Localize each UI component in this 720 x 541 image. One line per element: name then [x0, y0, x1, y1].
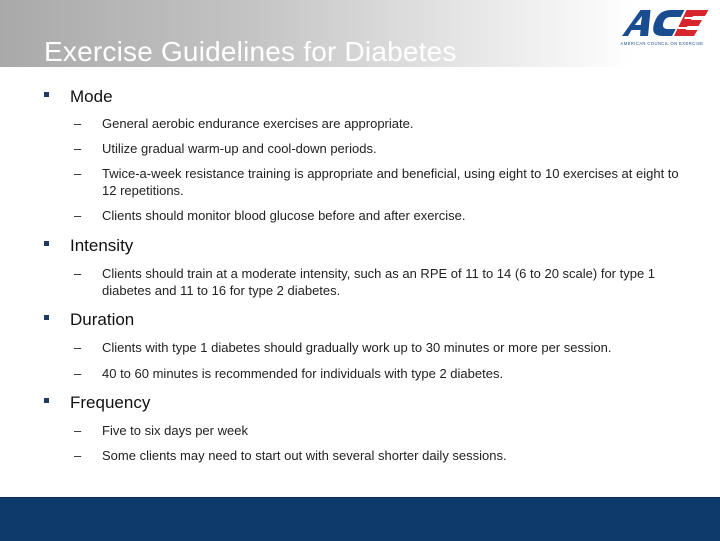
item-text: General aerobic endurance exercises are appropriate.	[102, 116, 414, 131]
item-text: Clients should monitor blood glucose before and after exercise.	[102, 208, 466, 223]
dash-bullet-icon: –	[74, 208, 82, 223]
item-text: Five to six days per week	[102, 423, 248, 438]
dash-bullet-icon: –	[74, 423, 82, 438]
logo-tagline: AMERICAN COUNCIL ON EXERCISE	[620, 41, 704, 46]
section-label: Duration	[70, 310, 135, 329]
section-label: Frequency	[70, 393, 151, 412]
title-bar	[0, 0, 720, 67]
item-text: Clients with type 1 diabetes should gradually work up to 30 minutes or more per session.	[102, 340, 612, 355]
dash-bullet-icon: –	[74, 340, 82, 355]
dash-bullet-icon: –	[74, 116, 82, 131]
item-text: 40 to 60 minutes is recommended for individuals with type 2 diabetes.	[102, 366, 504, 381]
footer-bar	[0, 497, 720, 541]
dash-bullet-icon: –	[74, 366, 82, 381]
dash-bullet-icon: –	[74, 266, 82, 281]
square-bullet-icon	[44, 315, 49, 320]
dash-bullet-icon: –	[74, 141, 82, 156]
item-text: Clients should train at a moderate intensity, such as an RPE of 11 to 14 (6 to 20 scale) for type 1 diabetes and 11 to 16 for type 2 diabetes.	[102, 266, 656, 298]
section-label: Mode	[70, 87, 113, 106]
square-bullet-icon	[44, 241, 49, 246]
item-text: Some clients may need to start out with several shorter daily sessions.	[102, 448, 507, 463]
dash-bullet-icon: –	[74, 448, 82, 463]
item-text: Utilize gradual warm-up and cool-down periods.	[102, 141, 377, 156]
square-bullet-icon	[44, 92, 49, 97]
slide-title: Exercise Guidelines for Diabetes	[44, 36, 457, 67]
square-bullet-icon	[44, 398, 49, 403]
dash-bullet-icon: –	[74, 166, 82, 181]
item-text: Twice-a-week resistance training is appropriate and beneficial, using eight to 10 exercises at eight to 12 repetitions.	[102, 166, 679, 198]
section-label: Intensity	[70, 236, 134, 255]
ace-logo	[612, 4, 712, 48]
